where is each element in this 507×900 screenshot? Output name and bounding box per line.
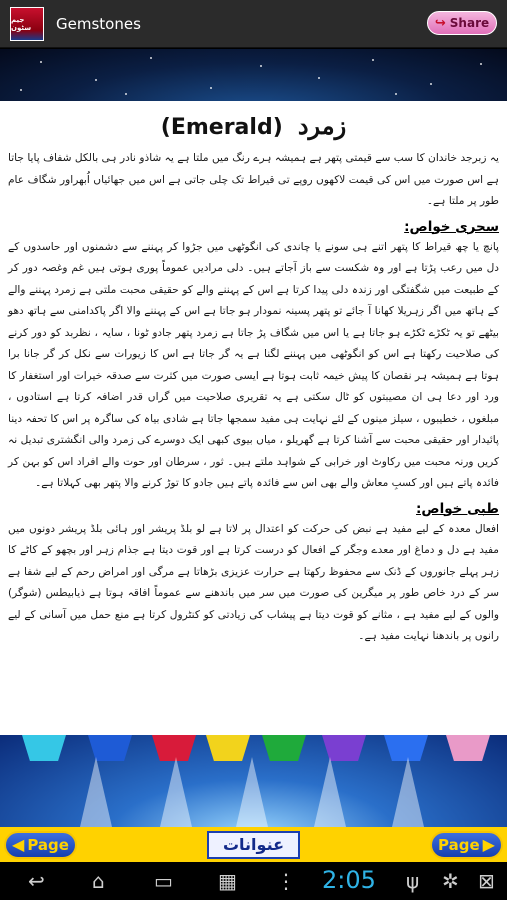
app-logo-text: جیم سٹون	[11, 15, 32, 32]
page-navigation	[0, 827, 507, 862]
recent-apps-icon[interactable]: ▭	[154, 869, 173, 893]
page-title	[8, 111, 499, 140]
gem-pink-icon	[446, 735, 490, 761]
medical-paragraph: افعال معدہ کے لیے مفید ہے نبض کی حرکت کو اعتدال پر لاتا ہے لو بلڈ پریشر اور ہائی بلڈ پریشر دونوں میں مفید ہے دل و دماغ اور معدے وجگر کے افعال کو درست کرتا ہے اور قوت دیتا ہے جذام زہر اور بچھو کے کاٹے کا زہر پہلے جانوروں کے ڈنک سے محفوظ رکھتا ہے حرارت عزیزی بڑھاتا ہے مرگی اور امراض رحم کے لیے شفا ہے سر کے درد خاص طور پر میگرین کی صورت میں سر میں باندھنے سے عموماً افاقہ ہوتا ہے ذیابیطس (شوگر) والوں کے لیے مفید ہے ، مثانے کو قوت دیتا ہے پیشاب کی زیادتی کو کنٹرول کرتا ہے منع حمل میں آسانی کے لیے رانوں پر باندھنا نہایت مفید ہے۔	[8, 522, 499, 642]
article-content	[0, 101, 507, 735]
topics-label: عنوانات	[222, 835, 285, 854]
topics-button[interactable]	[207, 831, 300, 859]
settings-icon[interactable]: ✲	[442, 869, 459, 893]
home-icon[interactable]: ⌂	[92, 869, 105, 893]
close-icon[interactable]: ⊠	[478, 869, 495, 893]
title-urdu: زمرد	[297, 111, 347, 140]
usb-icon: ψ	[406, 869, 420, 893]
back-icon[interactable]: ↩	[28, 869, 45, 893]
share-button[interactable]	[427, 11, 497, 35]
share-arrow-icon: ↪	[434, 15, 446, 31]
app-logo-icon	[10, 7, 44, 41]
prev-page-button[interactable]	[4, 831, 77, 859]
title-english: (Emerald)	[160, 115, 283, 140]
status-clock: 2:05	[322, 866, 376, 894]
gems-decorative-banner	[0, 735, 507, 827]
share-label: Share	[449, 16, 490, 30]
gem-green-icon	[262, 735, 306, 761]
spiritual-paragraph: پانچ یا چھ قیراط کا پتھر اتنے ہی سونے یا چاندی کی انگوٹھی میں جڑوا کر پہننے سے دشمنوں اور حاسدوں کے دل میں رعب پڑتا ہے اور وہ شکست سے باز آجاتے ہیں۔ دلی مرادیں عموماً پوری ہوتی ہیں غم وغصہ دور کر کے طبیعت میں شگفتگی اور زندہ دلی پیدا کرتا ہے اس کے پہننے والے کو حقیقی محبت ملتی ہے زمرد پہننے والے کے ہاتھ میں اگر زہریلا کھانا آ جائے تو پتھر پسینہ نمودار ہو جاتا ہے اس کے پہننے والا اگر پاکدامنی سے ہاتھ دھو بیٹھے تو یہ ٹکڑے ٹکڑے ہو جاتا ہے یا اس میں شگاف پڑ جاتا ہے زمرد پتھر جادو ٹونا ، سایہ ، نظربد کو دور کرنے کی صلاحیت رکھتا ہے اس کو انگوٹھی میں پہننے لگنا ہے یہ گر جاتا ہے اس کا زیورات سے نکل کر گر جانا برا ہوتا ہے ہمیشہ ہر نقصان کا پیش خیمہ ثابت ہوتا ہے ایسی صورت میں کثرت سے صدقہ خیرات اور استغفار کا ورد اور دعا ہی ان مصیبتوں کو ٹال سکتی ہے یہ تقریری صلاحیت میں گراں قدر اضافہ کرتا ہے استادوں ، مبلغوں ، خطیبوں ، سیلز مینوں کے لئے نہایت ہی مفید سمجھا جاتا ہے شادی بیاہ کی ساگرہ پر اس کا تحفہ دینا پائیدار اور حقیقی محبت سے آشنا کرتا ہے گھریلو ، میاں بیوی کبھی ایک دوسرے کی زمرد والی انگشتری تبدیل نہ کریں ورنہ محبت میں رکاوٹ اور خرابی کے شواہد ملتے ہیں۔ ثور ، سرطان اور حوت والے افراد اس کو بہن کر فائدہ پاتے ہیں اور کسبِ معاش والے بھی اس سے فائدہ پاتے ہیں جادو کا توڑ کرنے والا پتھر بھی کہلاتا ہے۔	[8, 240, 499, 489]
screenshot-icon[interactable]: ▦	[218, 869, 237, 893]
next-page-label: Page	[438, 835, 480, 854]
prev-page-label: Page	[27, 835, 69, 854]
arrow-right-icon: ▶	[482, 835, 495, 854]
app-title: Gemstones	[56, 14, 141, 33]
system-navigation-bar	[0, 862, 507, 900]
menu-icon[interactable]: ⋮	[276, 869, 296, 893]
intro-paragraph: یہ زبرجد خاندان کا سب سے قیمتی پتھر ہے ہمیشہ ہرے رنگ میں ملتا ہے یہ شاذو نادر ہی بالکل شفاف پایا جاتا ہے اس صورت میں اس کی قیمت لاکھوں روپے تی قیراط تک چلی جاتی ہے اس میں جھائیاں اُبھراور شگاف عام طور پر ملتا ہے۔	[8, 152, 499, 207]
next-page-button[interactable]	[430, 831, 503, 859]
heading-spiritual-properties: سحری خواص:	[404, 218, 499, 235]
arrow-left-icon: ◀	[12, 835, 25, 854]
gem-cyan-icon	[22, 735, 66, 761]
heading-medical-properties: طبی خواص:	[416, 500, 499, 517]
action-bar	[0, 0, 507, 48]
starry-header-banner	[0, 49, 507, 101]
